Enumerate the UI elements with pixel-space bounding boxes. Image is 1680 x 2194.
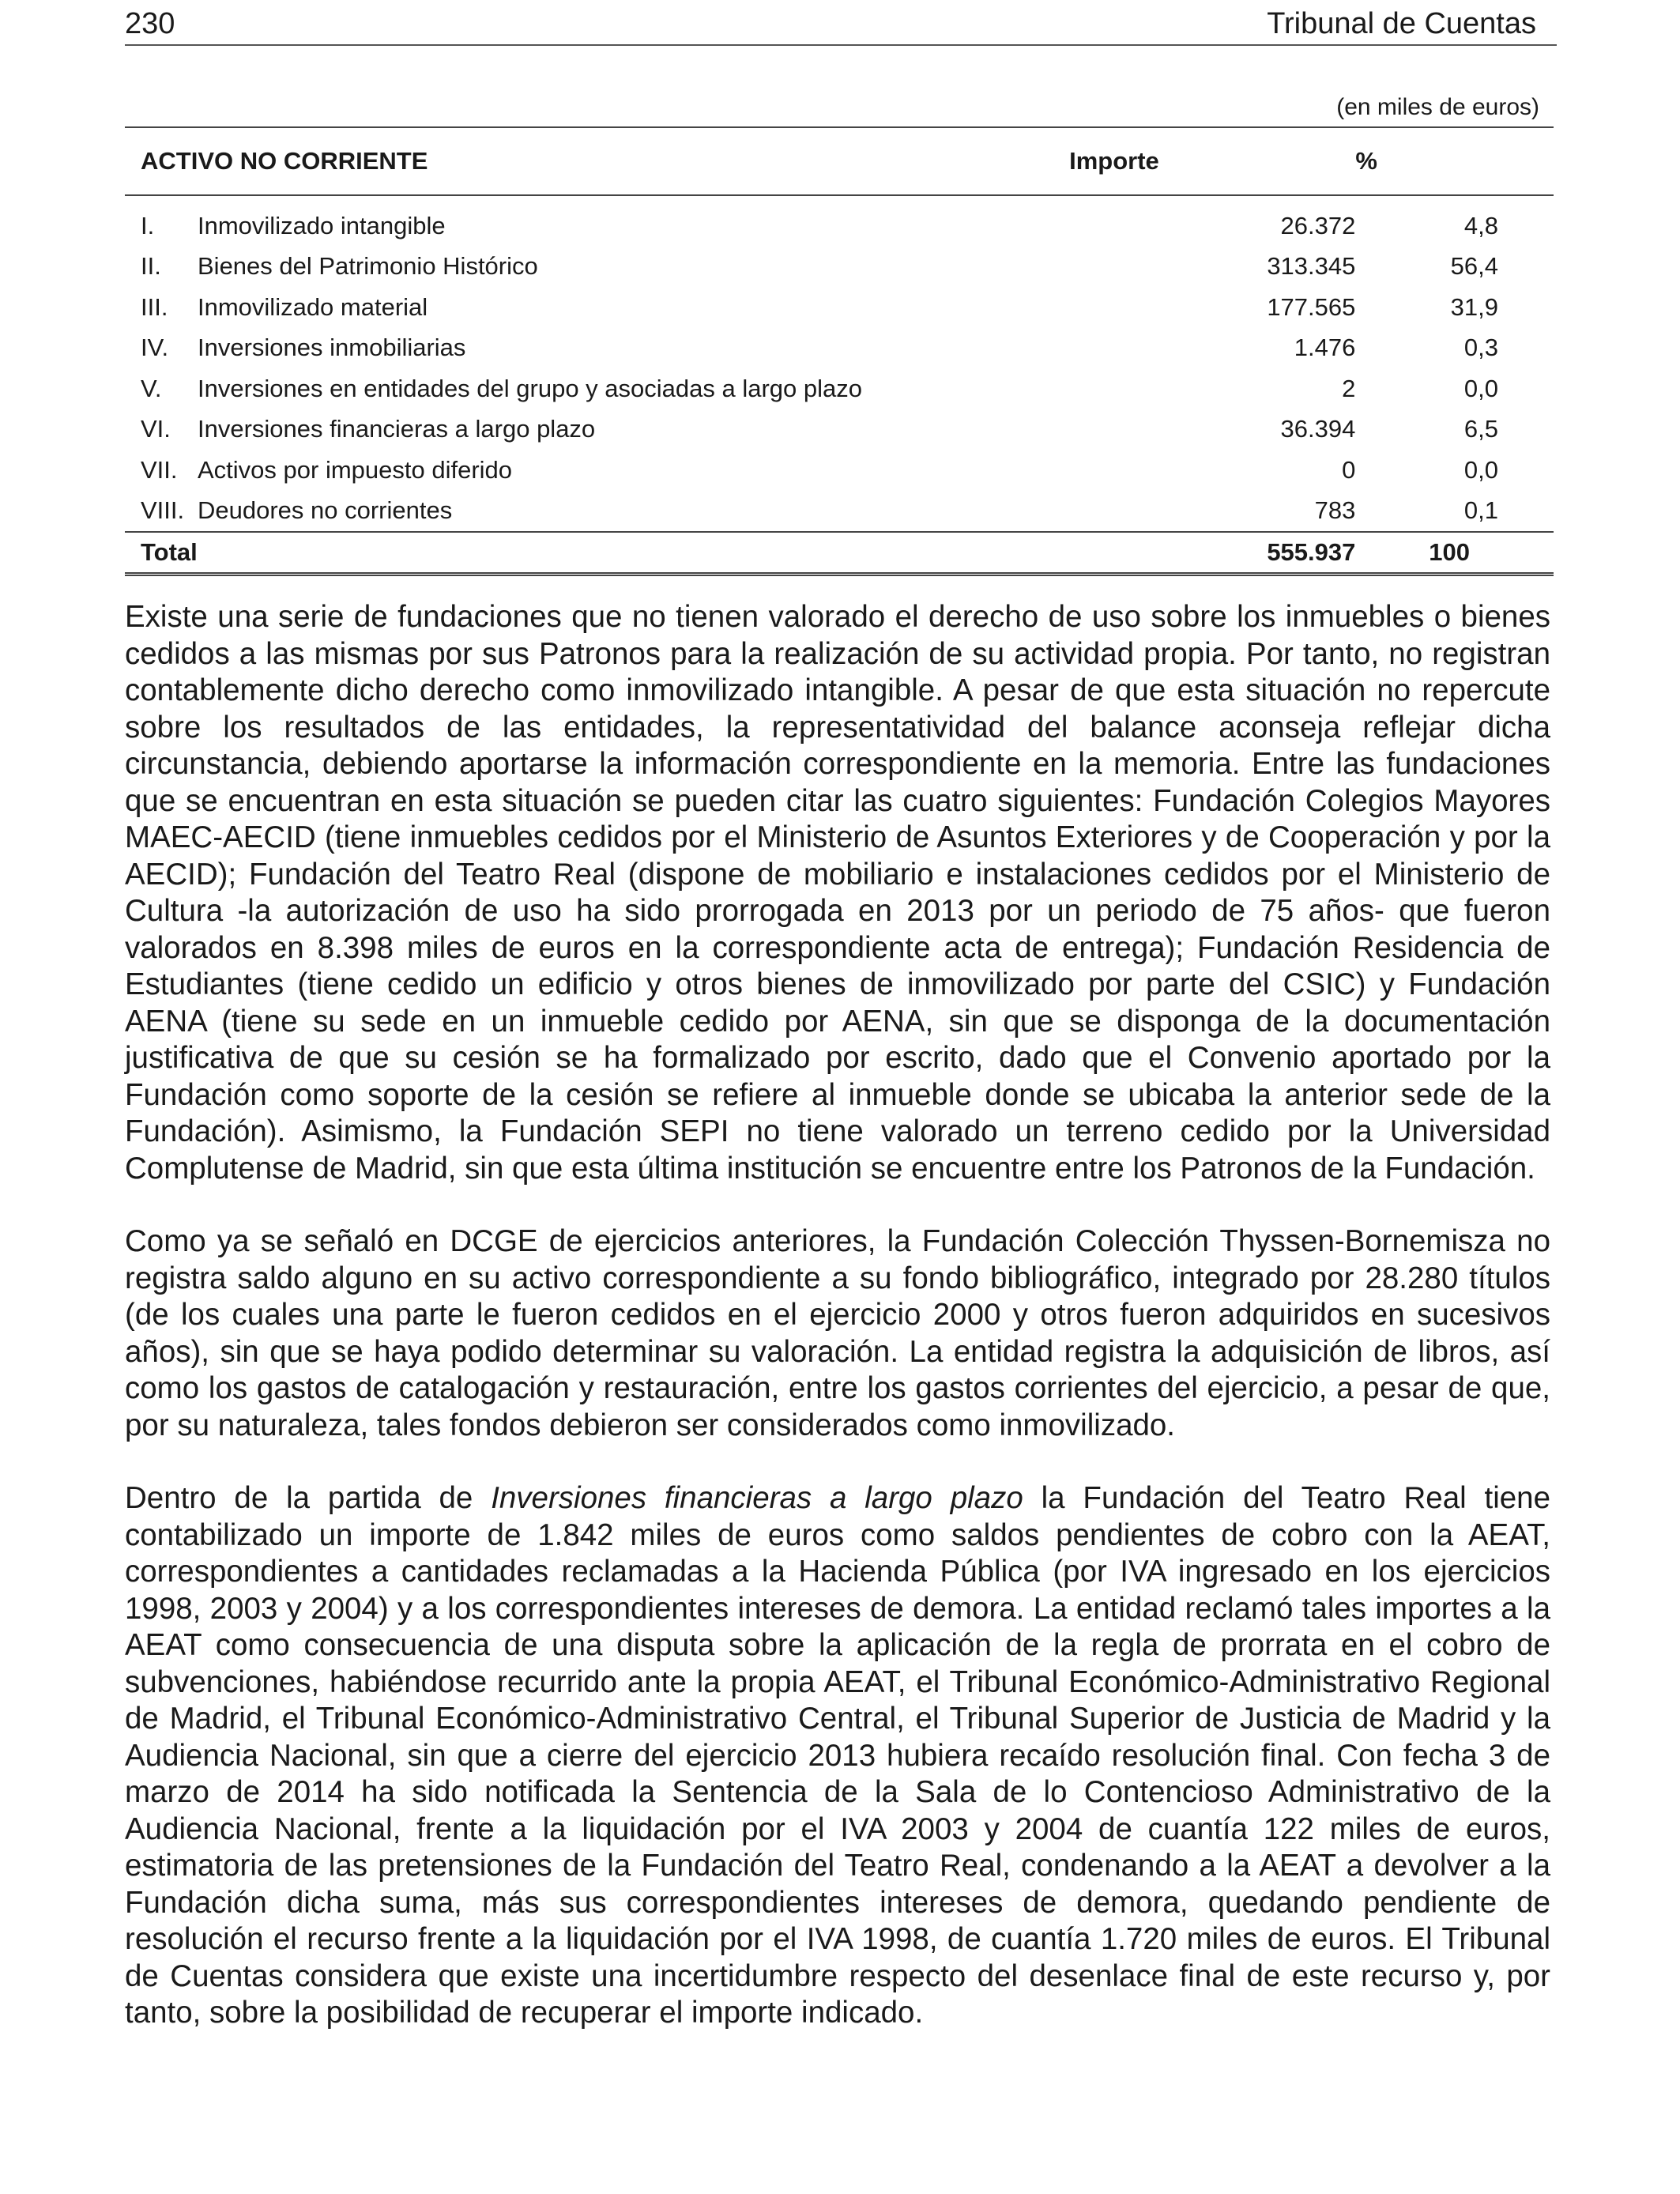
row-percent: 0,0 [1463,374,1498,402]
balance-table [125,126,1554,576]
paragraph-text-rest: la Fundación del Teatro Real tiene contabilizado un importe de 1.842 miles de euros como saldos pendientes de cobro con la AEAT, correspondientes a cantidades reclamadas a la Hacienda Pública (por IVA ingresado en los ejercicios 1998, 2003 y 2004) y a los correspondientes intereses de demora. La entidad reclamó tales importes a la AEAT como consecuencia de una disputa sobre la aplicación de la regla de prorrata en el cobro de subvenciones, habiéndose recurrido ante la propia AEAT, el Tribunal Económico-Administrativo Regional de Madrid, el Tribunal Económico-Administrativo Central, el Tribunal Superior de Justicia de Madrid y la Audiencia Nacional, sin que a cierre del ejercicio 2013 hubiera recaído resolución final. Con fecha 3 de marzo de 2014 ha sido notificada la Sentencia de la Sala de lo Contencioso Administrativo de la Audiencia Nacional, frente a la liquidación por el IVA 2003 y 2004 de cuantía 122 miles de euros, estimatoria de las pretensiones de la Fundación del Teatro Real, condenando a la AEAT a devolver a la Fundación dicha suma, más sus correspondientes intereses de demora, quedando pendiente de resolución el recurso frente a la liquidación por el IVA 1998, de cuantía 1.720 miles de euros. El Tribunal de Cuentas considera que existe una incertidumbre respecto del desenlace final de este recurso y, por tanto, sobre la posibilidad de recuperar el importe indicado. [125,1481,1550,2030]
row-number: IV. [141,334,169,362]
table-row [125,247,1554,288]
row-number: V. [141,374,162,402]
row-amount: 783 [1314,496,1356,525]
total-label: Total [125,532,1069,575]
italic-term: Inversiones financieras a largo plazo [491,1481,1023,1515]
column-header-concept: ACTIVO NO CORRIENTE [125,127,1069,195]
row-label: Inversiones en entidades del grupo y asociadas a largo plazo [198,374,862,402]
row-percent: 0,1 [1463,496,1498,525]
row-amount: 26.372 [1280,211,1356,239]
table-row [125,287,1554,328]
units-note: (en miles de euros) [1336,94,1539,120]
paragraph-text-start: Dentro de la partida de [125,1481,492,1515]
row-percent: 4,8 [1463,211,1498,239]
row-label: Inmovilizado intangible [198,211,446,239]
row-number: II. [141,252,161,281]
column-header-amount: Importe [1069,127,1355,195]
table-total-row [125,532,1554,575]
table-row [125,409,1554,450]
page-header [125,3,1557,46]
table-header-row [125,127,1554,195]
table-row [125,450,1554,491]
row-label: Inversiones financieras a largo plazo [198,415,596,443]
row-number: III. [141,292,168,321]
row-number: VII. [141,455,178,484]
row-amount: 313.345 [1267,252,1356,281]
row-percent: 0,3 [1463,334,1498,362]
row-percent: 0,0 [1463,455,1498,484]
paragraph-thyssen: Como ya se señaló en DCGE de ejercicios anteriores, la Fundación Colección Thyssen-Bornemisza no registra saldo alguno en su activo correspondiente a su fondo bibliográfico, integrado por 28.280 títulos (de los cuales una parte le fueron cedidos en el ejercicio 2000 y otros fueron adquiridos en sucesivos años), sin que se haya podido determinar su valoración. La entidad registra la adquisición de libros, así como los gastos de catalogación y restauración, entre los gastos corrientes del ejercicio, a pesar de que, por su naturaleza, tales fondos debieron ser considerados como inmovilizado. [125,1224,1550,1442]
row-number: I. [141,211,155,239]
column-header-percent: % [1355,127,1554,195]
row-label: Activos por impuesto diferido [198,455,513,484]
row-percent: 6,5 [1463,415,1498,443]
body-text [125,599,1550,2068]
document-title: Tribunal de Cuentas [1267,7,1536,40]
row-label: Deudores no corrientes [198,496,453,525]
row-amount: 0 [1342,455,1356,484]
row-amount: 36.394 [1280,415,1356,443]
table-row [125,328,1554,369]
paragraph-teatro-real [125,1480,1550,2032]
total-amount: 555.937 [1069,532,1355,575]
row-label: Inversiones inmobiliarias [198,334,466,362]
row-number: VIII. [141,496,185,525]
table-row [125,195,1554,247]
row-amount: 177.565 [1267,292,1356,321]
row-label: Inmovilizado material [198,292,428,321]
row-amount: 1.476 [1294,334,1356,362]
table-row [125,491,1554,533]
table-row [125,368,1554,409]
row-amount: 2 [1342,374,1356,402]
row-label: Bienes del Patrimonio Histórico [198,252,538,281]
total-percent: 100 [1355,532,1554,575]
page-number: 230 [125,7,175,40]
row-percent: 31,9 [1450,292,1498,321]
paragraph-fundaciones-cesiones: Existe una serie de fundaciones que no tienen valorado el derecho de uso sobre los inmuebles o bienes cedidos a las mismas por sus Patronos para la realización de su actividad propia. Por tanto, no registran contablemente dicho derecho como inmovilizado intangible. A pesar de que esta situación no repercute sobre los resultados de las entidades, la representatividad del balance aconseja reflejar dicha circunstancia, debiendo aportarse la información correspondiente en la memoria. Entre las fundaciones que se encuentran en esta situación se pueden citar las cuatro siguientes: Fundación Colegios Mayores MAEC-AECID (tiene inmuebles cedidos por el Ministerio de Asuntos Exteriores y de Cooperación y por la AECID); Fundación del Teatro Real (dispone de mobiliario e instalaciones cedidos por el Ministerio de Cultura -la autorización de uso ha sido prorrogada en 2013 por un periodo de 75 años- que fueron valorados en 8.398 miles de euros en la correspondiente acta de entrega); Fundación Residencia de Estudiantes (tiene cedido un edificio y otros bienes de inmovilizado por parte del CSIC) y Fundación AENA (tiene su sede en un inmueble cedido por AENA, sin que se disponga de la documentación justificativa de que su cesión se ha formalizado por escrito, dado que el Convenio aportado por la Fundación como soporte de la cesión se refiere al inmueble donde se ubicaba la anterior sede de la Fundación). Asimismo, la Fundación SEPI no tiene valorado un terreno cedido por la Universidad Complutense de Madrid, sin que esta última institución se encuentre entre los Patronos de la Fundación. [125,600,1550,1186]
row-percent: 56,4 [1450,252,1498,281]
row-number: VI. [141,415,171,443]
